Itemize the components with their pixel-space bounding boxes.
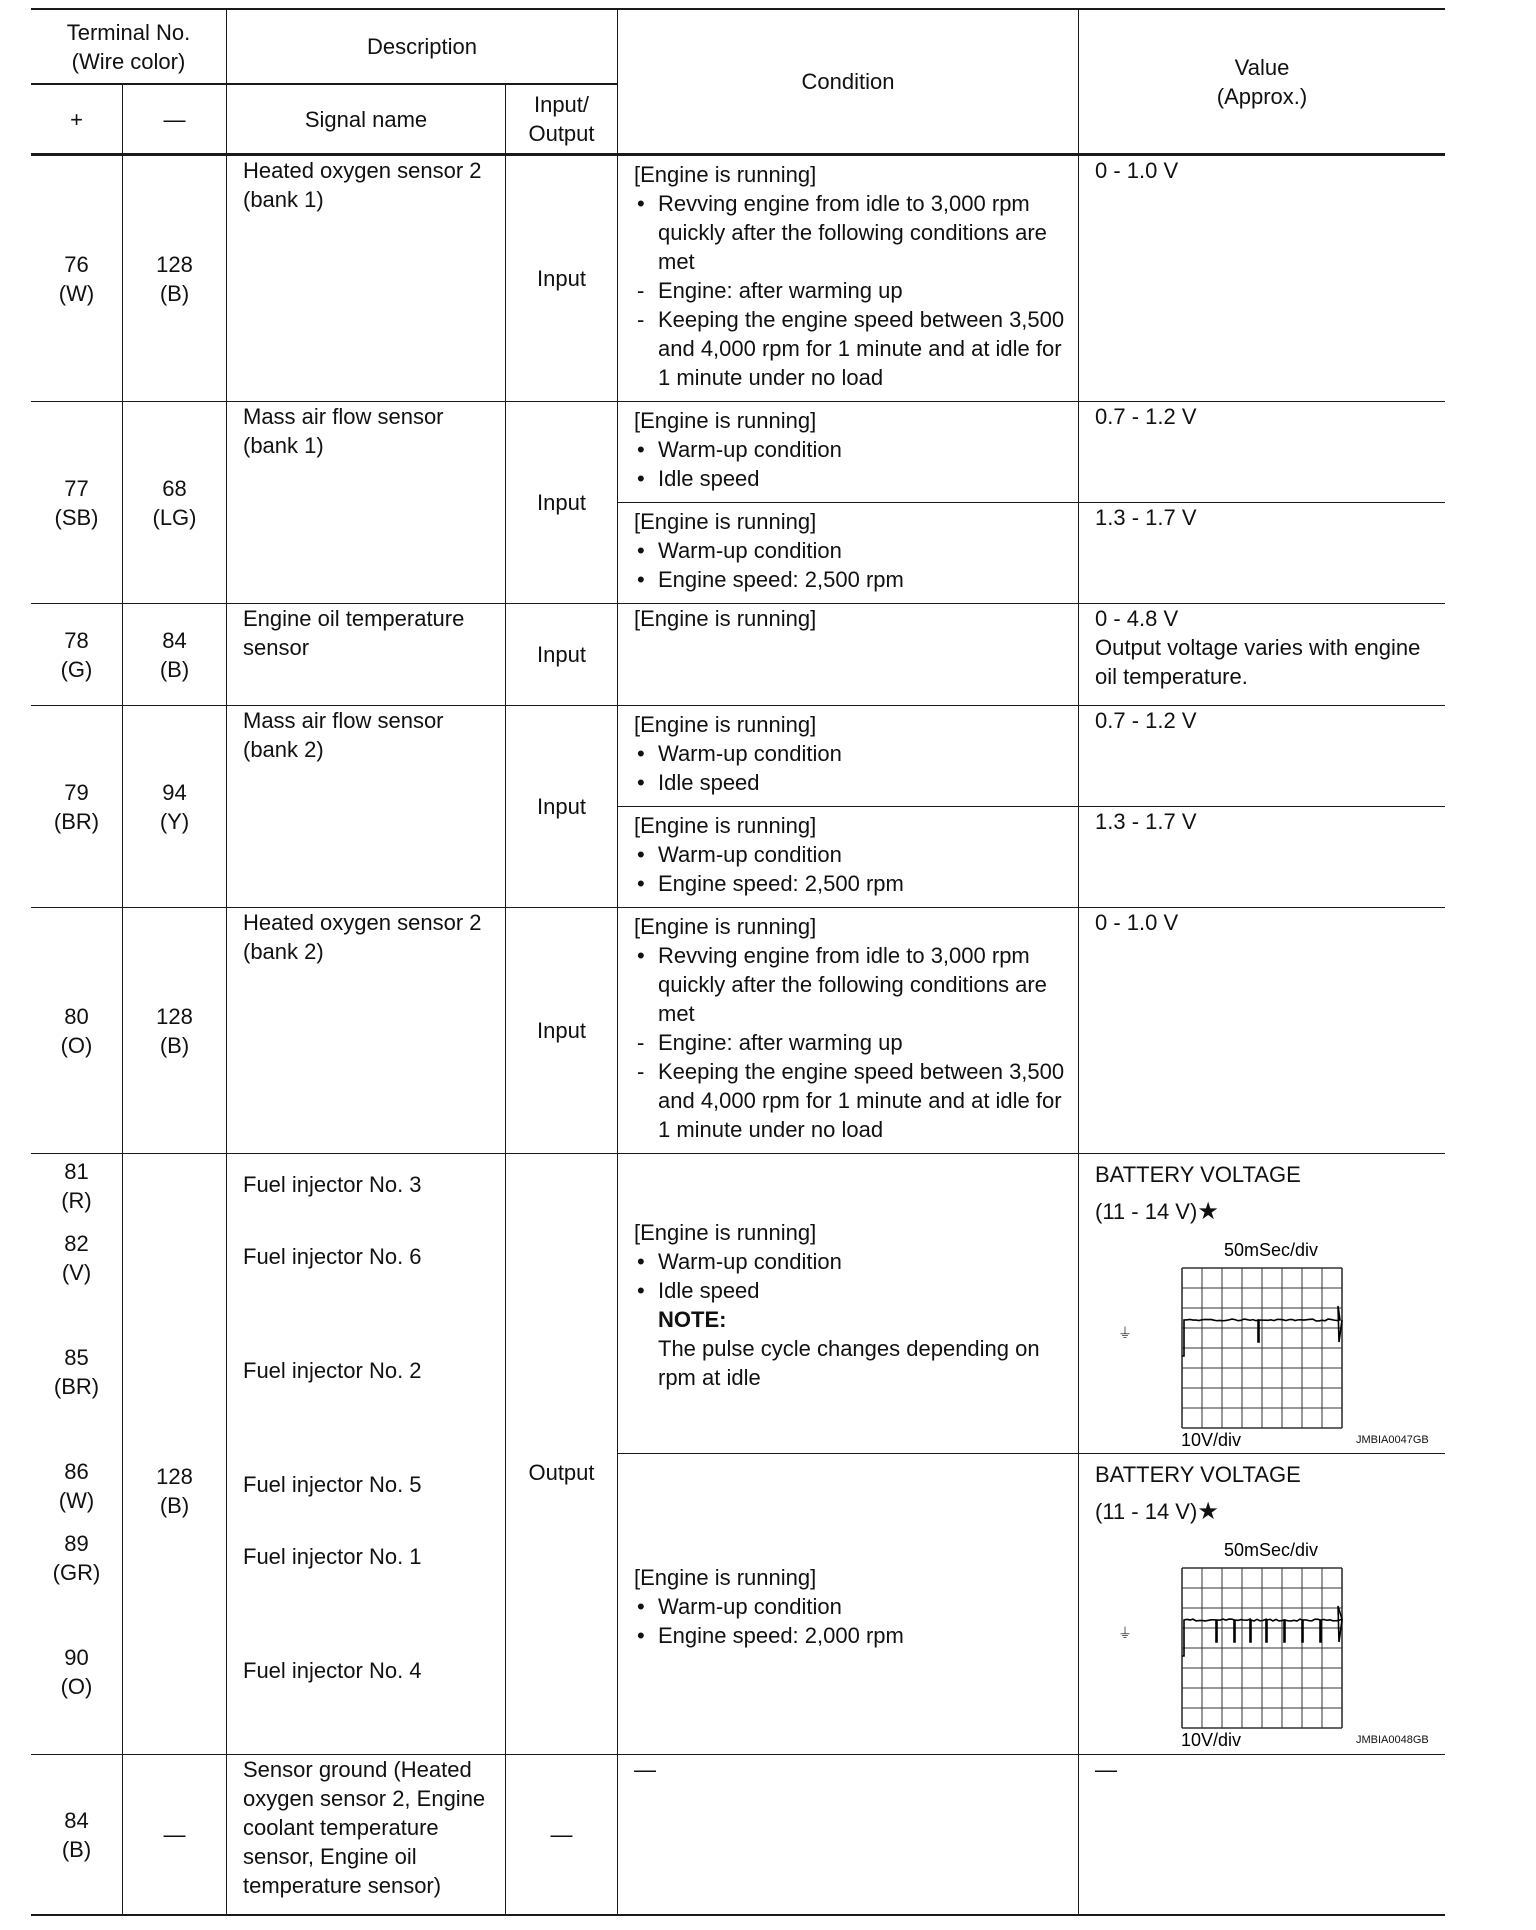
header-plus xyxy=(31,85,122,153)
row80-minus xyxy=(123,908,226,1153)
terminal-number: 68 xyxy=(162,475,187,501)
bullet-mark: • xyxy=(637,1249,645,1274)
signal-name-line: Heated oxygen sensor 2 xyxy=(243,158,482,183)
volt-div-label: 10V/div xyxy=(1181,1730,1242,1750)
terminal-number: 128 xyxy=(156,1003,193,1029)
signal-name-line: Mass air flow sensor xyxy=(243,708,444,733)
condition-heading: [Engine is running] xyxy=(634,162,817,187)
header-signal-name xyxy=(227,85,505,153)
row84-plus xyxy=(31,1755,122,1914)
dash-mark: - xyxy=(637,1030,645,1055)
time-div-label: 50mSec/div xyxy=(1224,1240,1319,1260)
row80-io xyxy=(506,908,617,1153)
header-description-label: Description xyxy=(366,34,478,59)
condition-bullet: Engine speed: 2,500 rpm xyxy=(658,567,904,592)
ground-symbol-icon: ⏚ xyxy=(1118,1626,1132,1642)
row80-plus xyxy=(31,908,122,1153)
wire-color: (LG) xyxy=(152,504,197,530)
injector-signal-name: Fuel injector No. 2 xyxy=(243,1358,422,1383)
terminal-number: 84 xyxy=(64,1807,89,1833)
row76-plus xyxy=(31,156,122,401)
injector-terminal xyxy=(31,1342,122,1402)
terminal-number: 82 xyxy=(64,1231,89,1256)
row84-minus xyxy=(123,1755,226,1914)
bullet-mark: • xyxy=(637,943,645,968)
bullet-mark: • xyxy=(637,770,645,795)
condition-bullet: Revving engine from idle to 3,000 rpm quickly after the following conditions are met xyxy=(658,943,1047,1026)
condition-heading: [Engine is running] xyxy=(634,1220,817,1245)
bullet-mark: • xyxy=(637,567,645,592)
row79-minus xyxy=(123,706,226,907)
wire-color: (SB) xyxy=(54,504,99,530)
terminal-number: 86 xyxy=(64,1459,89,1484)
header-description xyxy=(227,10,617,83)
row77-value-a xyxy=(1079,402,1445,502)
bullet-mark: • xyxy=(637,871,645,896)
wire-color: (O) xyxy=(60,1674,93,1699)
value-text: 1.3 - 1.7 V xyxy=(1095,809,1197,834)
signal-name-line: Heated oxygen sensor 2 xyxy=(243,910,482,935)
wire-color: (B) xyxy=(159,1493,190,1518)
condition-subitem: Engine: after warming up xyxy=(658,278,903,303)
note-label: NOTE: xyxy=(658,1307,727,1332)
row76-value xyxy=(1079,156,1445,401)
row78-minus xyxy=(123,604,226,705)
dash-mark: - xyxy=(637,278,645,303)
volt-div-label: 10V/div xyxy=(1181,1430,1242,1450)
scope-grid xyxy=(1182,1568,1342,1728)
terminal-number: 90 xyxy=(64,1645,89,1670)
signal-name-line: (bank 2) xyxy=(243,939,324,964)
condition-bullet: Warm-up condition xyxy=(658,1249,842,1274)
injector-terminal xyxy=(31,1456,122,1516)
header-io-line1: Input/ xyxy=(533,92,590,117)
star-icon: ★ xyxy=(1197,1198,1219,1225)
injectors-minus xyxy=(123,1154,226,1754)
header-input-output xyxy=(506,85,617,153)
bullet-mark: • xyxy=(637,538,645,563)
header-condition-label: Condition xyxy=(801,69,895,94)
wire-color: (V) xyxy=(61,1260,92,1285)
empty-dash: — xyxy=(1095,1757,1117,1782)
row84-value xyxy=(1079,1755,1445,1914)
terminal-number: 128 xyxy=(156,1464,193,1489)
signal-name-line: (bank 1) xyxy=(243,187,324,212)
wire-color: (BR) xyxy=(53,1374,100,1399)
io-type: — xyxy=(550,1822,573,1847)
terminal-number: 84 xyxy=(162,627,187,653)
figure-id: JMBIA0047GB xyxy=(1356,1434,1429,1446)
row77-value-b xyxy=(1079,503,1445,603)
wire-color: (R) xyxy=(61,1188,92,1213)
condition-heading: [Engine is running] xyxy=(634,712,817,737)
row76-condition xyxy=(618,156,1078,392)
value-text: 0 - 1.0 V xyxy=(1095,158,1179,183)
signal-name-line: Sensor ground (Heated oxygen sensor 2, Engine coolant temperature sensor, Engine oil temperature sensor) xyxy=(243,1757,486,1898)
figure-id: JMBIA0048GB xyxy=(1356,1734,1429,1746)
bullet-mark: • xyxy=(637,466,645,491)
condition-bullet: Warm-up condition xyxy=(658,741,842,766)
row78-plus xyxy=(31,604,122,705)
injector-terminal xyxy=(31,1528,122,1588)
condition-bullet: Engine speed: 2,500 rpm xyxy=(658,871,904,896)
io-type: Output xyxy=(528,1459,595,1485)
bullet-mark: • xyxy=(637,741,645,766)
condition-bullet: Warm-up condition xyxy=(658,1594,842,1619)
condition-subitem: Keeping the engine speed between 3,500 and 4,000 rpm for 1 minute and at idle for 1 minute under no load xyxy=(658,307,1065,390)
wire-color: (W) xyxy=(58,280,95,306)
signal-name-line: (bank 1) xyxy=(243,433,324,458)
injectors-condition-b xyxy=(618,1559,1078,1650)
subrow-divider-injectors xyxy=(617,1453,1445,1454)
wire-color: (B) xyxy=(159,280,190,306)
row76-minus xyxy=(123,156,226,401)
terminal-number: 128 xyxy=(156,251,193,277)
injector-signal-name: Fuel injector No. 1 xyxy=(243,1544,422,1569)
wire-color: (B) xyxy=(61,1836,92,1862)
wire-color: (G) xyxy=(60,656,93,682)
wire-color: (BR) xyxy=(53,808,100,834)
header-io-line2: Output xyxy=(528,121,595,146)
condition-heading: [Engine is running] xyxy=(634,1565,817,1590)
row80-signal xyxy=(227,908,505,1153)
condition-bullet: Revving engine from idle to 3,000 rpm quickly after the following conditions are met xyxy=(658,191,1047,274)
condition-heading: [Engine is running] xyxy=(634,813,817,838)
terminal-number: 76 xyxy=(64,251,89,277)
terminal-number: 77 xyxy=(64,475,89,501)
condition-bullet: Idle speed xyxy=(658,466,760,491)
signal-name-line: (bank 2) xyxy=(243,737,324,762)
header-approx-label: (Approx.) xyxy=(1216,83,1308,109)
value-note: Output voltage varies with engine oil temperature. xyxy=(1095,635,1421,689)
terminal-number: 80 xyxy=(64,1003,89,1029)
value-text: 0.7 - 1.2 V xyxy=(1095,404,1197,429)
table-bottom-rule xyxy=(31,1914,1445,1916)
injectors-value-b xyxy=(1079,1460,1445,1526)
row77-condition-b xyxy=(618,503,1078,594)
io-type: Input xyxy=(537,266,586,291)
header-minus xyxy=(123,85,226,153)
bullet-mark: • xyxy=(637,1278,645,1303)
condition-heading: [Engine is running] xyxy=(634,914,817,939)
oscilloscope-figure xyxy=(1116,1540,1446,1750)
condition-subitem: Engine: after warming up xyxy=(658,1030,903,1055)
battery-voltage-label: BATTERY VOLTAGE xyxy=(1095,1162,1301,1187)
row80-value xyxy=(1079,908,1445,1153)
row78-signal xyxy=(227,604,505,705)
terminal-number: 89 xyxy=(64,1531,89,1556)
row78-condition xyxy=(618,604,1078,705)
header-value xyxy=(1079,10,1445,153)
time-div-label: 50mSec/div xyxy=(1224,1540,1319,1560)
terminal-number: 81 xyxy=(64,1159,89,1184)
oscilloscope-waveform-idle xyxy=(1116,1240,1446,1450)
wire-color: (Y) xyxy=(159,808,190,834)
injectors-io xyxy=(506,1154,617,1754)
injector-signal-name: Fuel injector No. 3 xyxy=(243,1172,422,1197)
injector-signal-name: Fuel injector No. 4 xyxy=(243,1658,422,1683)
row77-condition-a xyxy=(618,402,1078,493)
row77-signal xyxy=(227,402,505,603)
value-text: 1.3 - 1.7 V xyxy=(1095,505,1197,530)
voltage-range: (11 - 14 V) xyxy=(1095,1199,1198,1224)
note-text: The pulse cycle changes depending on rpm at idle xyxy=(658,1336,1040,1390)
io-type: Input xyxy=(537,794,586,819)
io-type: Input xyxy=(537,642,586,667)
condition-bullet: Idle speed xyxy=(658,770,760,795)
row79-value-b xyxy=(1079,807,1445,907)
terminal-number: 79 xyxy=(64,779,89,805)
value-text: 0 - 1.0 V xyxy=(1095,910,1179,935)
row79-plus xyxy=(31,706,122,907)
row77-io xyxy=(506,402,617,603)
condition-bullet: Warm-up condition xyxy=(658,538,842,563)
injector-terminal xyxy=(31,1642,122,1702)
row80-condition xyxy=(618,908,1078,1144)
row78-value xyxy=(1079,604,1445,705)
row-divider-80 xyxy=(31,1153,1445,1154)
row79-io xyxy=(506,706,617,907)
injector-terminal xyxy=(31,1156,122,1216)
injectors-condition-a xyxy=(618,1214,1078,1392)
header-condition xyxy=(618,10,1078,153)
ground-symbol-icon: ⏚ xyxy=(1118,1326,1132,1342)
row76-io xyxy=(506,156,617,401)
dash-mark: - xyxy=(637,307,645,332)
io-type: Input xyxy=(537,1018,586,1043)
voltage-range: (11 - 14 V) xyxy=(1095,1499,1198,1524)
injectors-value-a xyxy=(1079,1160,1445,1226)
row79-value-a xyxy=(1079,706,1445,806)
star-icon: ★ xyxy=(1197,1498,1219,1525)
condition-subitem: Keeping the engine speed between 3,500 and 4,000 rpm for 1 minute and at idle for 1 minute under no load xyxy=(658,1059,1065,1142)
oscilloscope-waveform-2000rpm xyxy=(1116,1540,1446,1750)
signal-name-line: Mass air flow sensor xyxy=(243,404,444,429)
value-text: 0.7 - 1.2 V xyxy=(1095,708,1197,733)
battery-voltage-label: BATTERY VOLTAGE xyxy=(1095,1462,1301,1487)
oscilloscope-figure xyxy=(1116,1240,1446,1450)
row79-condition-b xyxy=(618,807,1078,898)
header-wire-color-label: (Wire color) xyxy=(71,48,186,74)
row84-io xyxy=(506,1755,617,1914)
io-type: Input xyxy=(537,490,586,515)
row84-condition xyxy=(618,1755,1078,1914)
injector-signal-name: Fuel injector No. 6 xyxy=(243,1244,422,1269)
signal-name-line: sensor xyxy=(243,635,310,660)
row77-plus xyxy=(31,402,122,603)
terminal-number: 94 xyxy=(162,779,187,805)
condition-bullet: Warm-up condition xyxy=(658,437,842,462)
terminal-table xyxy=(31,8,1445,1918)
header-terminal-label: Terminal No. xyxy=(66,19,191,45)
signal-name-line: Engine oil temperature xyxy=(243,606,465,631)
empty-dash: — xyxy=(163,1822,186,1847)
bullet-mark: • xyxy=(637,191,645,216)
bullet-mark: • xyxy=(637,842,645,867)
condition-heading: [Engine is running] xyxy=(634,606,817,631)
header-minus-label: — xyxy=(163,106,186,132)
value-text: 0 - 4.8 V xyxy=(1095,606,1179,631)
condition-heading: [Engine is running] xyxy=(634,408,817,433)
header-value-label: Value xyxy=(1234,54,1290,80)
row79-signal xyxy=(227,706,505,907)
row78-io xyxy=(506,604,617,705)
wire-color: (W) xyxy=(58,1488,95,1513)
row77-minus xyxy=(123,402,226,603)
header-plus-label: + xyxy=(70,106,83,132)
injector-terminal xyxy=(31,1228,122,1288)
bullet-mark: • xyxy=(637,1623,645,1648)
empty-dash: — xyxy=(634,1757,656,1782)
injector-signal-name: Fuel injector No. 5 xyxy=(243,1472,422,1497)
wire-color: (B) xyxy=(159,656,190,682)
header-signal-name-label: Signal name xyxy=(304,106,428,132)
wire-color: (B) xyxy=(159,1032,190,1058)
row79-condition-a xyxy=(618,706,1078,797)
bullet-mark: • xyxy=(637,437,645,462)
header-terminal-no xyxy=(31,10,226,83)
condition-bullet: Engine speed: 2,000 rpm xyxy=(658,1623,904,1648)
row84-signal xyxy=(227,1755,505,1914)
bullet-mark: • xyxy=(637,1594,645,1619)
condition-bullet: Idle speed xyxy=(658,1278,760,1303)
wire-color: (GR) xyxy=(52,1560,101,1585)
wire-color: (O) xyxy=(60,1032,93,1058)
scope-grid xyxy=(1182,1268,1342,1428)
row76-signal xyxy=(227,156,505,401)
dash-mark: - xyxy=(637,1059,645,1084)
condition-bullet: Warm-up condition xyxy=(658,842,842,867)
terminal-number: 85 xyxy=(64,1345,89,1370)
terminal-number: 78 xyxy=(64,627,89,653)
condition-heading: [Engine is running] xyxy=(634,509,817,534)
